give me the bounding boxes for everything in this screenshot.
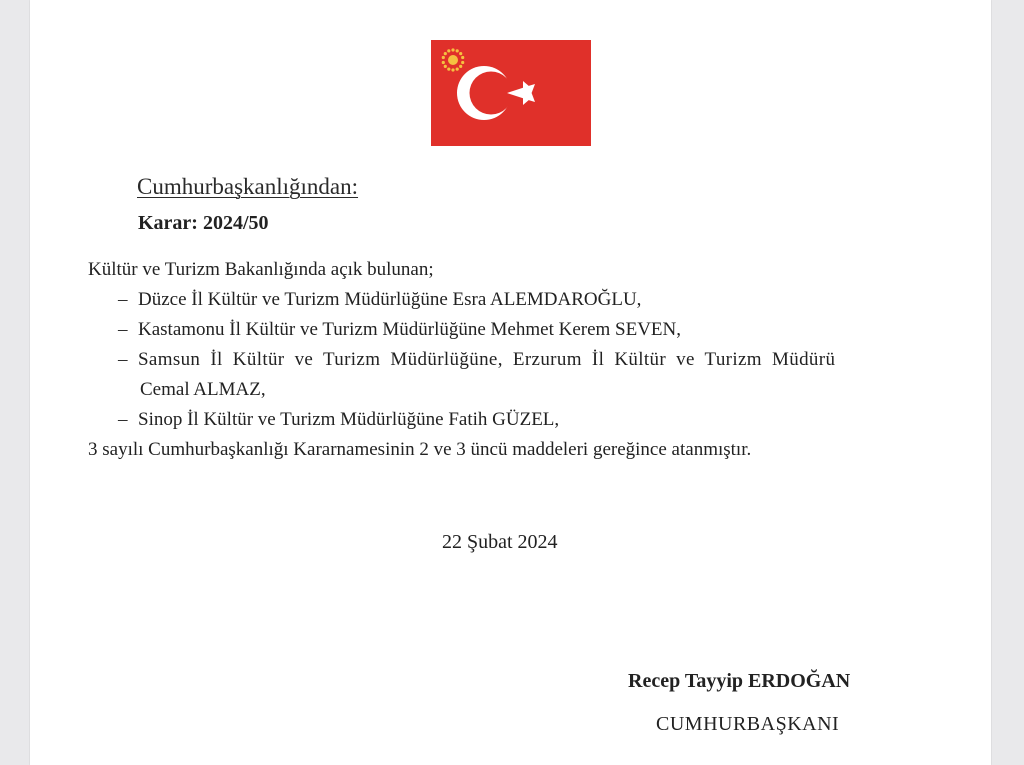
intro-line: Kültür ve Turizm Bakanlığında açık bulunan; [88,259,434,280]
closing-line: 3 sayılı Cumhurbaşkanlığı Kararnamesinin 2 ve 3 üncü maddeleri gereğince atanmıştır. [88,439,752,460]
document-page [30,0,991,765]
list-dash: – [118,409,128,430]
signatory-name: Recep Tayyip ERDOĞAN [628,670,851,692]
list-dash: – [118,349,128,370]
appointment-item [88,285,908,315]
appointment-item [88,315,908,345]
appointment-text: Düzce İl Kültür ve Turizm Müdürlüğüne Esra ALEMDAROĞLU, [138,289,642,310]
signatory-title: CUMHURBAŞKANI [656,713,840,735]
decision-number: Karar: 2024/50 [138,212,269,234]
issuer-heading: Cumhurbaşkanlığından: [137,174,359,199]
appointment-continuation: Cemal ALMAZ, [140,379,266,400]
appointment-item [88,405,908,435]
list-dash: – [118,319,128,340]
decision-body [88,255,908,465]
appointment-item [88,345,908,375]
decision-date: 22 Şubat 2024 [442,531,558,553]
turkish-flag-icon [431,40,591,146]
appointment-text: Sinop İl Kültür ve Turizm Müdürlüğüne Fatih GÜZEL, [138,409,560,430]
list-dash: – [118,289,128,310]
appointment-text: Kastamonu İl Kültür ve Turizm Müdürlüğüne Mehmet Kerem SEVEN, [138,319,682,340]
appointment-text: Samsun İl Kültür ve Turizm Müdürlüğüne, Erzurum İl Kültür ve Turizm Müdürü [138,349,836,370]
